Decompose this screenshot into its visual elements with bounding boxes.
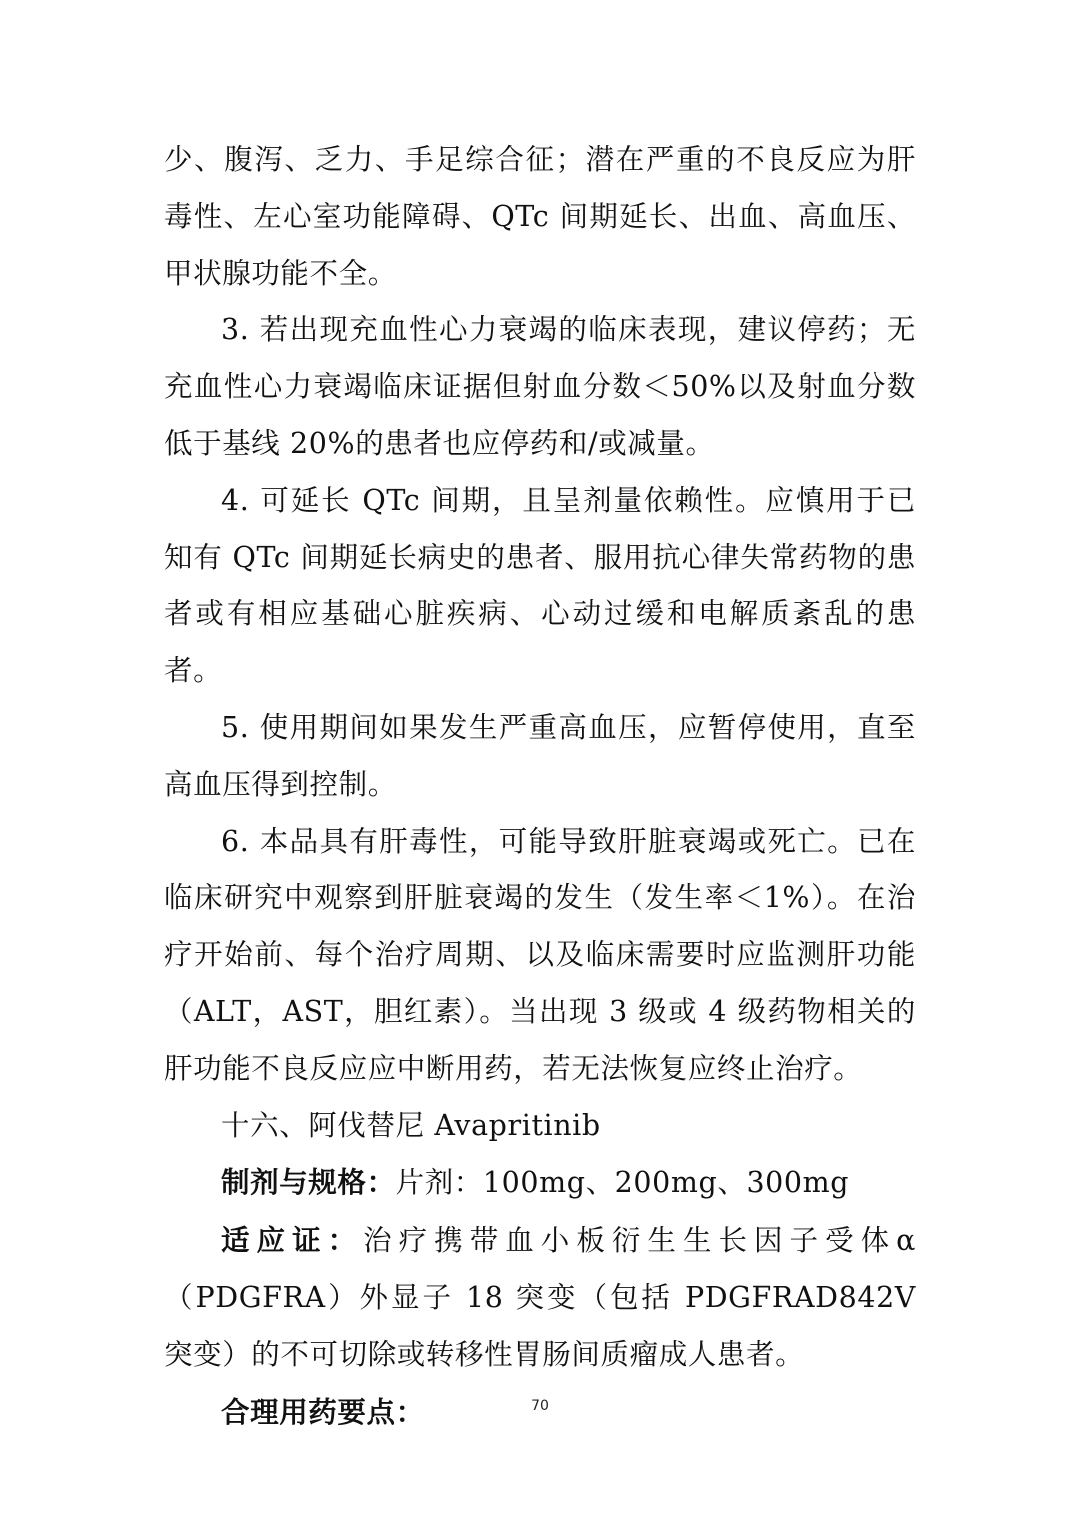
indication-value: 治疗携带血小板衍生生长因子受体α（PDGFRA）外显子 18 突变（包括 PDGFRAD842V 突变）的不可切除或转移性胃肠间质瘤成人患者。 <box>164 1224 916 1371</box>
paragraph-item-4: 4. 可延长 QTc 间期，且呈剂量依赖性。应慎用于已知有 QTc 间期延长病史的患者、服用抗心律失常药物的患者或有相应基础心脏疾病、心动过缓和电解质紊乱的患者。 <box>164 483 916 688</box>
formulation-value: 片剂：100mg、200mg、300mg <box>395 1166 850 1200</box>
formulation-label: 制剂与规格： <box>221 1165 396 1200</box>
paragraph-item-6: 6. 本品具有肝毒性，可能导致肝脏衰竭或死亡。已在临床研究中观察到肝脏衰竭的发生（发生率＜1%）。在治疗开始前、每个治疗周期、以及临床需要时应监测肝功能（ALT，AST，胆红素）。当出现 3 级或 4 级药物相关的肝功能不良反应应中断用药，若无法恢复应终止治疗。 <box>164 824 916 1085</box>
indication-label: 适应证： <box>221 1223 364 1258</box>
section-heading: 十六、阿伐替尼 Avapritinib <box>221 1108 601 1142</box>
paragraph-adverse-reactions: 少、腹泻、乏力、手足综合征；潜在严重的不良反应为肝毒性、左心室功能障碍、QTc 间期延长、出血、高血压、甲状腺功能不全。 <box>164 143 916 290</box>
document-body <box>164 132 916 1440</box>
indication-paragraph <box>164 1212 916 1383</box>
paragraph-item-5: 5. 使用期间如果发生严重高血压，应暂停使用，直至高血压得到控制。 <box>164 710 916 801</box>
key-points-heading: 合理用药要点： <box>221 1394 425 1429</box>
paragraph-item-3: 3. 若出现充血性心力衰竭的临床表现，建议停药；无充血性心力衰竭临床证据但射血分数＜50%以及射血分数低于基线 20%的患者也应停药和/或减量。 <box>164 313 916 460</box>
formulation-paragraph <box>164 1154 916 1212</box>
page-number: 70 <box>531 1398 549 1414</box>
